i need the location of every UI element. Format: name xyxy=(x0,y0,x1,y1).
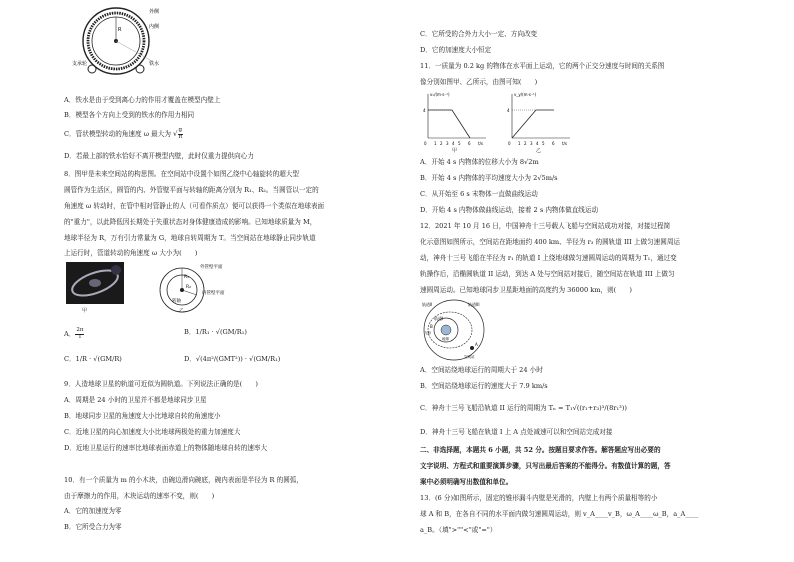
q12-option-d: D．神舟十三号飞船在轨道 I 上 A 点处减速可以和空间站完成对接 xyxy=(420,428,613,436)
fig1-label-iron: 铁水 xyxy=(149,61,160,67)
graph2-origin: 0 xyxy=(508,141,511,146)
orbit-label-ship: 飞船 xyxy=(424,331,431,335)
q8-line-1: 8．图甲是未来空间站的构思图。在空间站中设置个如图乙绕中心轴旋转的超大型 xyxy=(64,170,299,178)
q7-option-b: B．模型各个方向上受到的铁水的作用力相同 xyxy=(64,111,195,119)
graph1-origin: 0 xyxy=(424,141,427,146)
q13-line-2: 球 A 和 B，在各自不同的水平面内做匀速圆周运动，则 v_A____v_B，ω_A____ω_B，a_A____ xyxy=(420,510,699,518)
q11-line-1: 11．一质量为 0.2 kg 的物体在水平面上运动，它的两个正交分速度与时间的关系图 xyxy=(420,62,665,70)
q12-option-b: B．空间站绕地球运行的速度大于 7.9 km/s xyxy=(420,382,548,390)
q7-option-c-text: C．管状模型转动的角速度 ω 最大为 xyxy=(64,130,171,138)
section-2-heading: 二、非选择题，本题共 6 小题，共 52 分。按题目要求作答。解答题应写出必要的 xyxy=(420,446,661,454)
q9-option-d: D．近地卫星运行的速率比地球表面赤道上的物体随地球自转的速率大 xyxy=(64,444,268,452)
q8-option-c: C．1/R · √(GM/R) xyxy=(64,355,122,363)
space-station-photo xyxy=(66,262,124,304)
q12-line-5: 速圆周运动。已知地球同步卫星距地面的高度约为 36000 km，则( ) xyxy=(420,286,632,294)
q12-line-1: 12．2021 年 10 月 16 日，中国神舟十三号载人飞船与空间站成功对接，对接过程简 xyxy=(420,222,671,230)
q9-option-b: B．地球同步卫星的角速度大小比地球自转的角速度小 xyxy=(64,412,221,420)
orbit-label-a: A xyxy=(475,342,478,347)
q9-option-c: C．近地卫星的向心加速度大小比地球两极处的重力加速度大 xyxy=(64,428,241,436)
orbit-label-2: 轨道II xyxy=(422,302,433,307)
q7-option-a: A．铁水是由于受到离心力的作用才覆盖在模型内壁上 xyxy=(64,96,221,104)
graph2-xtick-3: 3 xyxy=(530,141,533,146)
fig1-label-r: R xyxy=(118,27,122,33)
orbit-diagram xyxy=(420,298,500,368)
q12-line-2: 化示意图如图所示，空间站在距地面约 400 km、半径为 r₃ 的圆轨道 III 上做匀速圆周运 xyxy=(420,238,681,246)
q7-option-d: D．若最上部的铁水恰好不离开模型内壁，此时仅重力提供向心力 xyxy=(64,152,254,160)
graph2-xtick-4: 4 xyxy=(536,141,539,146)
section-2-line-2: 文字说明、方程式和重要演算步骤，只写出最后答案的不能得分。有数值计算的题，答 xyxy=(420,462,671,470)
orbit-label-b: B xyxy=(430,324,433,329)
q7-option-c xyxy=(64,128,183,140)
q13-line-3: a_B。（填">""<"或"="） xyxy=(420,526,497,534)
q10-line-2: 由于摩擦力的作用，木块运动的速率不变，则( ) xyxy=(64,492,215,500)
section-2-line-3: 案中必须明确写出数值和单位。 xyxy=(420,478,513,486)
vx-graph xyxy=(420,90,490,148)
q10-option-b: B．它所受合力为零 xyxy=(64,523,122,531)
q12-option-a: A．空间站绕地球运行的周期大于 24 小时 xyxy=(420,366,543,374)
graph1-caption: 甲 xyxy=(452,148,458,154)
tube-diagram xyxy=(142,258,232,318)
q13-line-1: 13．(6 分)如图所示，固定的锥形漏斗内壁是光滑的，内壁上有两个质量相等的小 xyxy=(420,494,658,502)
orbit-label-3: 轨道III xyxy=(468,302,480,307)
q10-option-a: A．它的加速度为零 xyxy=(64,507,122,515)
graph2-caption: 乙 xyxy=(536,148,542,154)
sqrt-icon: √ xyxy=(173,130,178,138)
q8-line-5: 地球半径为 R，万有引力常量为 G，地球自转周期为 T。当空间站在地球静止同步轨道 xyxy=(64,234,316,242)
fig2-label-r1: R₁ xyxy=(184,275,189,280)
q10-option-c: C．它所受的合外力大小一定、方向改变 xyxy=(420,30,538,38)
graph1-ylabel: vₓ/(m·s⁻¹) xyxy=(430,92,450,97)
orbit-label-earth: 地球 xyxy=(442,337,449,341)
q9-stem: 9．人造地球卫星的轨道可近似为圆轨道。下列说法正确的是( ) xyxy=(64,380,258,388)
q9-option-a: A．周期是 24 小时的卫星并不都是地球同步卫星 xyxy=(64,396,207,404)
q11-option-d: D．开始 4 s 内物体做曲线运动，接着 2 s 内物体做直线运动 xyxy=(420,206,599,214)
q7-c-fraction: $\frac{g}{R}$ xyxy=(178,127,183,140)
graph2-ytick: 4 xyxy=(507,108,510,113)
fig1-label-inner: 内侧 xyxy=(149,24,160,30)
graph1-xlabel: t/s xyxy=(478,141,483,146)
q11-line-2: 像分别如图甲、乙所示，由图可知( ) xyxy=(420,78,538,86)
fig2-label-axis: 转轴 xyxy=(172,299,181,304)
q8-option-d: D．√(4π²/(GMT²)) · √(GM/R₁) xyxy=(184,355,281,363)
vy-graph xyxy=(504,90,574,148)
q8-line-4: 的"重力"，以此降低因长期处于失重状态对身体健康造成的影响。已知地球质量为 M， xyxy=(64,218,317,226)
orbit-label-station: 空间站 xyxy=(464,355,475,359)
q11-option-b: B．开始 4 s 内物体的平均速度大小为 2√5m/s xyxy=(420,174,558,182)
graph2-xtick-2: 2 xyxy=(524,141,527,146)
fig2-caption-b: 乙 xyxy=(179,308,185,314)
q8-option-b: B．1/R₁ · √(GM/R₁) xyxy=(184,328,247,336)
graph1-xtick-1: 1 xyxy=(434,141,437,146)
graph1-xtick-2: 2 xyxy=(440,141,443,146)
graph2-xtick-5: 5 xyxy=(542,141,545,146)
q11-option-c: C．从开始至 6 s 末物体一直做曲线运动 xyxy=(420,190,538,198)
q10-line-1: 10．有一个质量为 m 的小木块，由碗边滑向碗底，碗内表面是半径为 R 的圆弧， xyxy=(64,476,303,484)
q11-option-a: A．开始 4 s 内物体的位移大小为 8√2m xyxy=(420,158,539,166)
q10-option-d: D．它的加速度大小恒定 xyxy=(420,46,492,54)
fig2-label-r2: R₂ xyxy=(186,285,191,290)
mold-diagram xyxy=(74,3,174,83)
graph2-ylabel: v_y/(m·s⁻¹) xyxy=(514,92,537,97)
graph1-xtick-6: 6 xyxy=(468,141,471,146)
orbit-label-1: 轨道I xyxy=(434,316,444,321)
graph2-xlabel: t/s xyxy=(562,141,567,146)
q8-option-a: A． $\frac{2\pi}{T}$ xyxy=(64,327,84,340)
graph1-xtick-5: 5 xyxy=(458,141,461,146)
q12-option-c: C．神舟十三号飞船沿轨道 II 运行的周期为 Tₙ = T₁√((r₁+r₃)³/(8r₁³)) xyxy=(420,404,627,412)
q12-line-4: 轨操作后，沿椭圆轨道 II 运动，到达 A 处与空间站对接后，随空间站在轨道 III 上做匀 xyxy=(420,270,675,278)
fig1-label-outer: 外侧 xyxy=(149,9,160,15)
graph1-xtick-3: 3 xyxy=(446,141,449,146)
graph2-xtick-6: 6 xyxy=(552,141,555,146)
q8-line-2: 圆管作为生活区，圆管的内、外管壁平面与转轴的距离分别为 R₁、R₂。当圆管以一定的 xyxy=(64,186,319,194)
fig2-caption-a: 甲 xyxy=(82,308,88,314)
q12-line-3: 动，神舟十三号飞船在半径为 r₁ 的轨道 I 上绕地球做匀速圆周运动的周期为 T₁，通过变 xyxy=(420,254,677,262)
fig1-label-wheel: 支承轮 xyxy=(72,61,88,67)
q8-line-3: 角速度 ω 转动时，在管中相对管静止的人（可看作质点）便可以获得一个类似在地球表面 xyxy=(64,202,325,210)
fig2-label-inner-wall: 内管壁平面 xyxy=(202,291,225,296)
q8-line-6: 上运行时，管道转动的角速度 ω 大小为( ) xyxy=(64,249,198,257)
graph1-ytick: 4 xyxy=(423,108,426,113)
graph2-xtick-1: 1 xyxy=(518,141,521,146)
fig2-label-outer-wall: 外管壁平面 xyxy=(200,265,223,270)
graph1-xtick-4: 4 xyxy=(452,141,455,146)
